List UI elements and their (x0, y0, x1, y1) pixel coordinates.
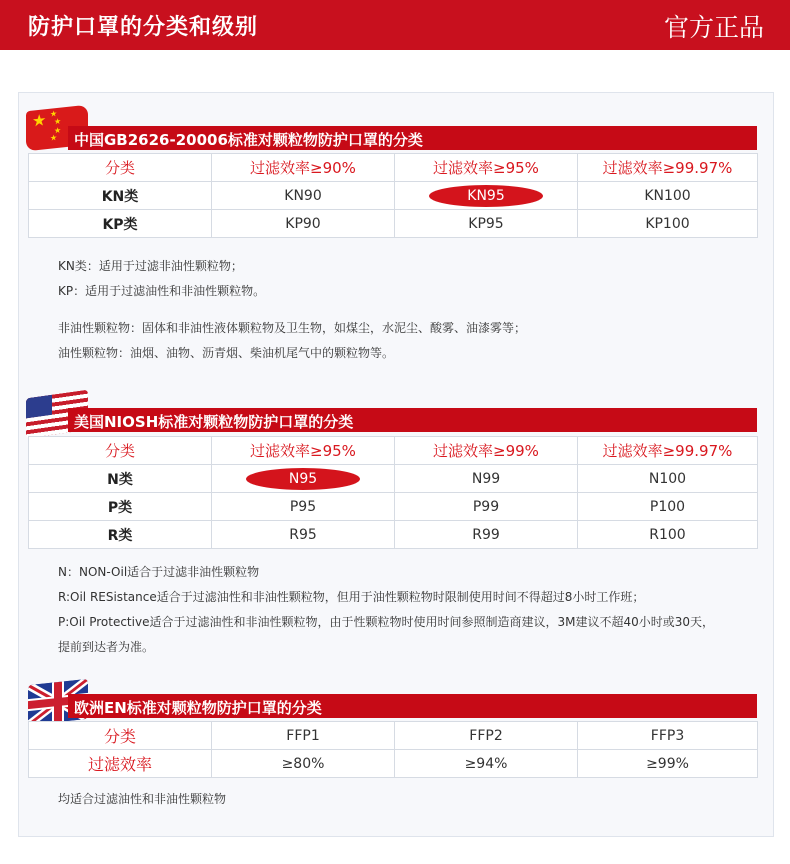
table-cell: R100 (578, 521, 758, 549)
star-icon: ★ (54, 125, 62, 136)
table-cell: R95 (212, 521, 395, 549)
star-icon: ★ (50, 132, 58, 143)
table-row (29, 182, 758, 210)
page-title: 防护口罩的分类和级别 (28, 15, 259, 40)
note-line: KP：适用于过滤油性和非油性颗粒物。 (58, 284, 266, 298)
note-line: 均适合过滤油性和非油性颗粒物 (58, 792, 227, 806)
highlight-pill: N95 (246, 468, 360, 490)
row-label: KP类 (29, 210, 212, 238)
row-label: R类 (29, 521, 212, 549)
usa-section-header: 美国NIOSH标准对颗粒物防护口罩的分类 (68, 408, 757, 432)
table-cell: KP95 (395, 210, 578, 238)
note-line: 提前到达者为准。 (58, 640, 155, 654)
eu-section-header: 欧洲EN标准对颗粒物防护口罩的分类 (68, 694, 757, 718)
table-cell: FFP3 (578, 722, 758, 750)
table-row (29, 210, 758, 238)
usa-table (28, 436, 758, 549)
table-cell: KN90 (212, 182, 395, 210)
table-cell: FFP1 (212, 722, 395, 750)
eu-notes (58, 787, 226, 812)
note-line: R:Oil RESistance适合于过滤油性和非油性颗粒物，但用于油性颗粒物时限制使用时间不得超过8小时工作班； (58, 590, 645, 604)
row-label: N类 (29, 465, 212, 493)
table-header-row (29, 154, 758, 182)
note-line: P:Oil Protective适合于过滤油性和非油性颗粒物，由于性颗粒物时使用时间参照制造商建议，3M建议不超40小时或30天， (58, 615, 714, 629)
note-line: 非油性颗粒物：固体和非油性液体颗粒物及卫生物，如煤尘，水泥尘、酸雾、油漆雾等； (58, 321, 527, 335)
flag-canton (26, 395, 52, 419)
row-label: P类 (29, 493, 212, 521)
column-header: 过滤效率≥90% (212, 154, 395, 182)
authentic-badge: 官方正品 (663, 13, 764, 42)
table-cell: P100 (578, 493, 758, 521)
top-banner (0, 0, 790, 50)
column-header: 过滤效率≥95% (395, 154, 578, 182)
usa-notes (58, 560, 714, 660)
table-cell: FFP2 (395, 722, 578, 750)
note-line: N：NON-Oil适合于过滤非油性颗粒物 (58, 565, 260, 579)
table-cell: N100 (578, 465, 758, 493)
note-line: 油性颗粒物：油烟、油物、沥青烟、柴油机尾气中的颗粒物等。 (58, 346, 395, 360)
star-icon: ★ (32, 110, 47, 131)
table-cell: KN100 (578, 182, 758, 210)
table-row (29, 465, 758, 493)
table-cell: ≥80% (212, 750, 395, 778)
table-row (29, 493, 758, 521)
table-row (29, 722, 758, 750)
column-header: 过滤效率≥99.97% (578, 154, 758, 182)
table-row (29, 750, 758, 778)
table-cell: P95 (212, 493, 395, 521)
column-header: 分类 (29, 437, 212, 465)
row-label: KN类 (29, 182, 212, 210)
table-cell: ≥99% (578, 750, 758, 778)
table-cell (212, 465, 395, 493)
column-header: 过滤效率≥95% (212, 437, 395, 465)
china-notes (58, 254, 526, 366)
table-cell: KP100 (578, 210, 758, 238)
star-icon: ★ (50, 108, 58, 119)
star-icon: ★ (54, 116, 62, 127)
table-row (29, 521, 758, 549)
column-header: 过滤效率≥99.97% (578, 437, 758, 465)
table-cell: KP90 (212, 210, 395, 238)
row-label: 过滤效率 (29, 750, 212, 778)
note-line: KN类：适用于过滤非油性颗粒物； (58, 259, 243, 273)
row-label: 分类 (29, 722, 212, 750)
highlight-pill: KN95 (429, 185, 543, 207)
table-cell: N99 (395, 465, 578, 493)
column-header: 分类 (29, 154, 212, 182)
china-table (28, 153, 758, 238)
eu-table (28, 721, 758, 778)
table-cell: ≥94% (395, 750, 578, 778)
column-header: 过滤效率≥99% (395, 437, 578, 465)
table-cell (395, 182, 578, 210)
table-header-row (29, 437, 758, 465)
table-cell: P99 (395, 493, 578, 521)
table-cell: R99 (395, 521, 578, 549)
china-section-header: 中国GB2626-20006标准对颗粒物防护口罩的分类 (68, 126, 757, 150)
